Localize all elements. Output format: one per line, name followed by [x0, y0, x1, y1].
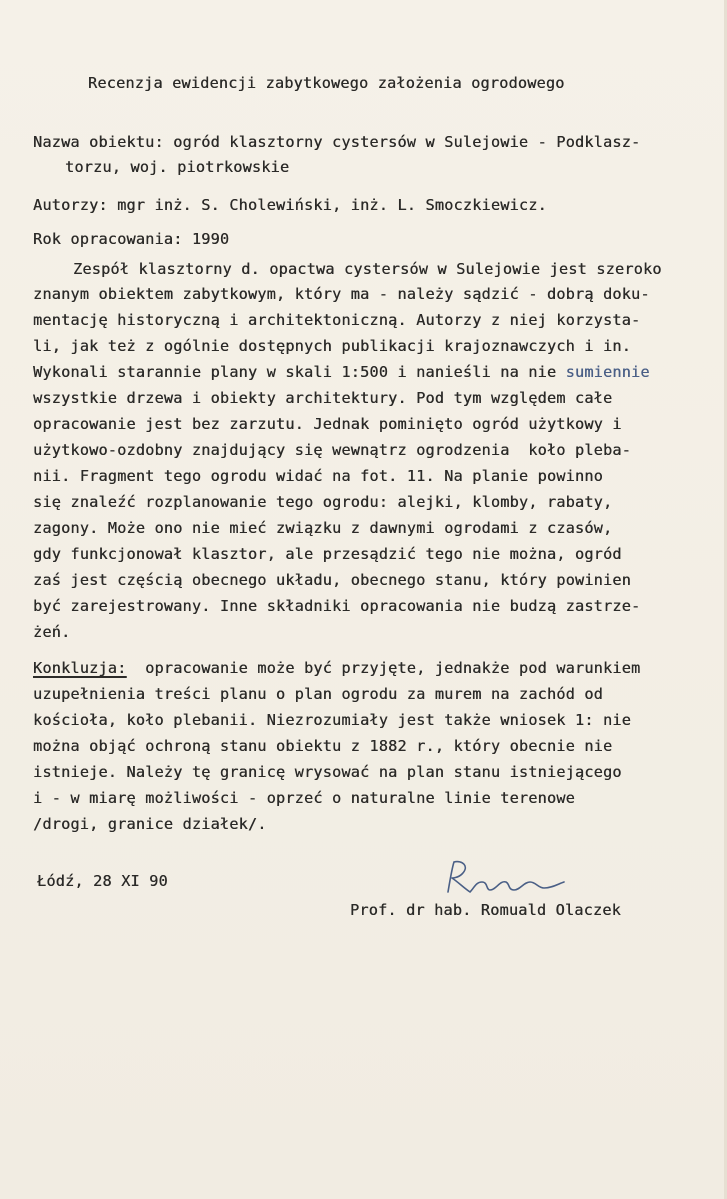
body-line: być zarejestrowany. Inne składniki opracowania nie budzą zastrze- — [33, 597, 641, 615]
object-line-1 — [33, 135, 640, 150]
year-value: 1990 — [182, 230, 230, 248]
conclusion-label: Konkluzja: — [33, 659, 127, 677]
conclusion-line-1 — [33, 661, 640, 676]
body-line-text: Wykonali starannie plany w skali 1:500 i nanieśli na nie — [33, 363, 566, 381]
signatory: Prof. dr hab. Romuald Olaczek — [350, 901, 621, 919]
body-line: mentację historyczną i architektoniczną. Autorzy z niej korzysta- — [33, 311, 641, 329]
object-value-2: torzu, woj. piotrkowskie — [65, 158, 290, 176]
year-line — [33, 232, 229, 247]
body-line: żeń. — [33, 623, 71, 641]
object-value-1: ogród klasztorny cystersów w Sulejowie - Podklasz- — [163, 133, 641, 151]
authors-label: Autorzy: — [33, 196, 108, 214]
conclusion-line: można objąć ochroną stanu obiektu z 1882 r., który obecnie nie — [33, 737, 613, 755]
body-line: zaś jest częścią obecnego układu, obecnego stanu, który powinien — [33, 571, 631, 589]
conclusion-line: uzupełnienia treści planu o plan ogrodu za murem na zachód od — [33, 685, 603, 703]
conclusion-line: istnieje. Należy tę granicę wrysować na plan stanu istniejącego — [33, 763, 622, 781]
body-line: gdy funkcjonował klasztor, ale przesądzić tego nie można, ogród — [33, 545, 622, 563]
body-line — [33, 365, 650, 380]
body-line: li, jak też z ogólnie dostępnych publikacji krajoznawczych i in. — [33, 337, 631, 355]
body-line: nii. Fragment tego ogrodu widać na fot. 11. Na planie powinno — [33, 467, 603, 485]
body-line: się znaleźć rozplanowanie tego ogrodu: alejki, klomby, rabaty, — [33, 493, 613, 511]
body-line: zagony. Może ono nie mieć związku z dawnymi ogrodami z czasów, — [33, 519, 613, 537]
authors-line — [33, 198, 547, 213]
body-line: wszystkie drzewa i obiekty architektury. Pod tym względem całe — [33, 389, 613, 407]
authors-value: mgr inż. S. Cholewiński, inż. L. Smoczkiewicz. — [107, 196, 547, 214]
conclusion-line: /drogi, granice działek/. — [33, 815, 267, 833]
body-line: Zespół klasztorny d. opactwa cystersów w Sulejowie jest szeroko — [73, 260, 662, 278]
body-line: opracowanie jest bez zarzutu. Jednak pominięto ogród użytkowy i — [33, 415, 622, 433]
year-label: Rok opracowania: — [33, 230, 183, 248]
document-title: Recenzja ewidencji zabytkowego założenia ogrodowego — [88, 74, 565, 92]
conclusion-text: opracowanie może być przyjęte, jednakże pod warunkiem — [126, 659, 641, 677]
body-line: użytkowo-ozdobny znajdujący się wewnątrz ogrodzenia koło pleba- — [33, 441, 631, 459]
place-date: Łódź, 28 XI 90 — [37, 872, 168, 890]
handwritten-insert: sumiennie — [565, 363, 650, 381]
object-label: Nazwa obiektu: — [33, 133, 164, 151]
conclusion-line: i - w miarę możliwości - oprzeć o naturalne linie terenowe — [33, 789, 575, 807]
conclusion-line: kościoła, koło plebanii. Niezrozumiały jest także wniosek 1: nie — [33, 711, 631, 729]
body-line: znanym obiektem zabytkowym, który ma - należy sądzić - dobrą doku- — [33, 285, 650, 303]
